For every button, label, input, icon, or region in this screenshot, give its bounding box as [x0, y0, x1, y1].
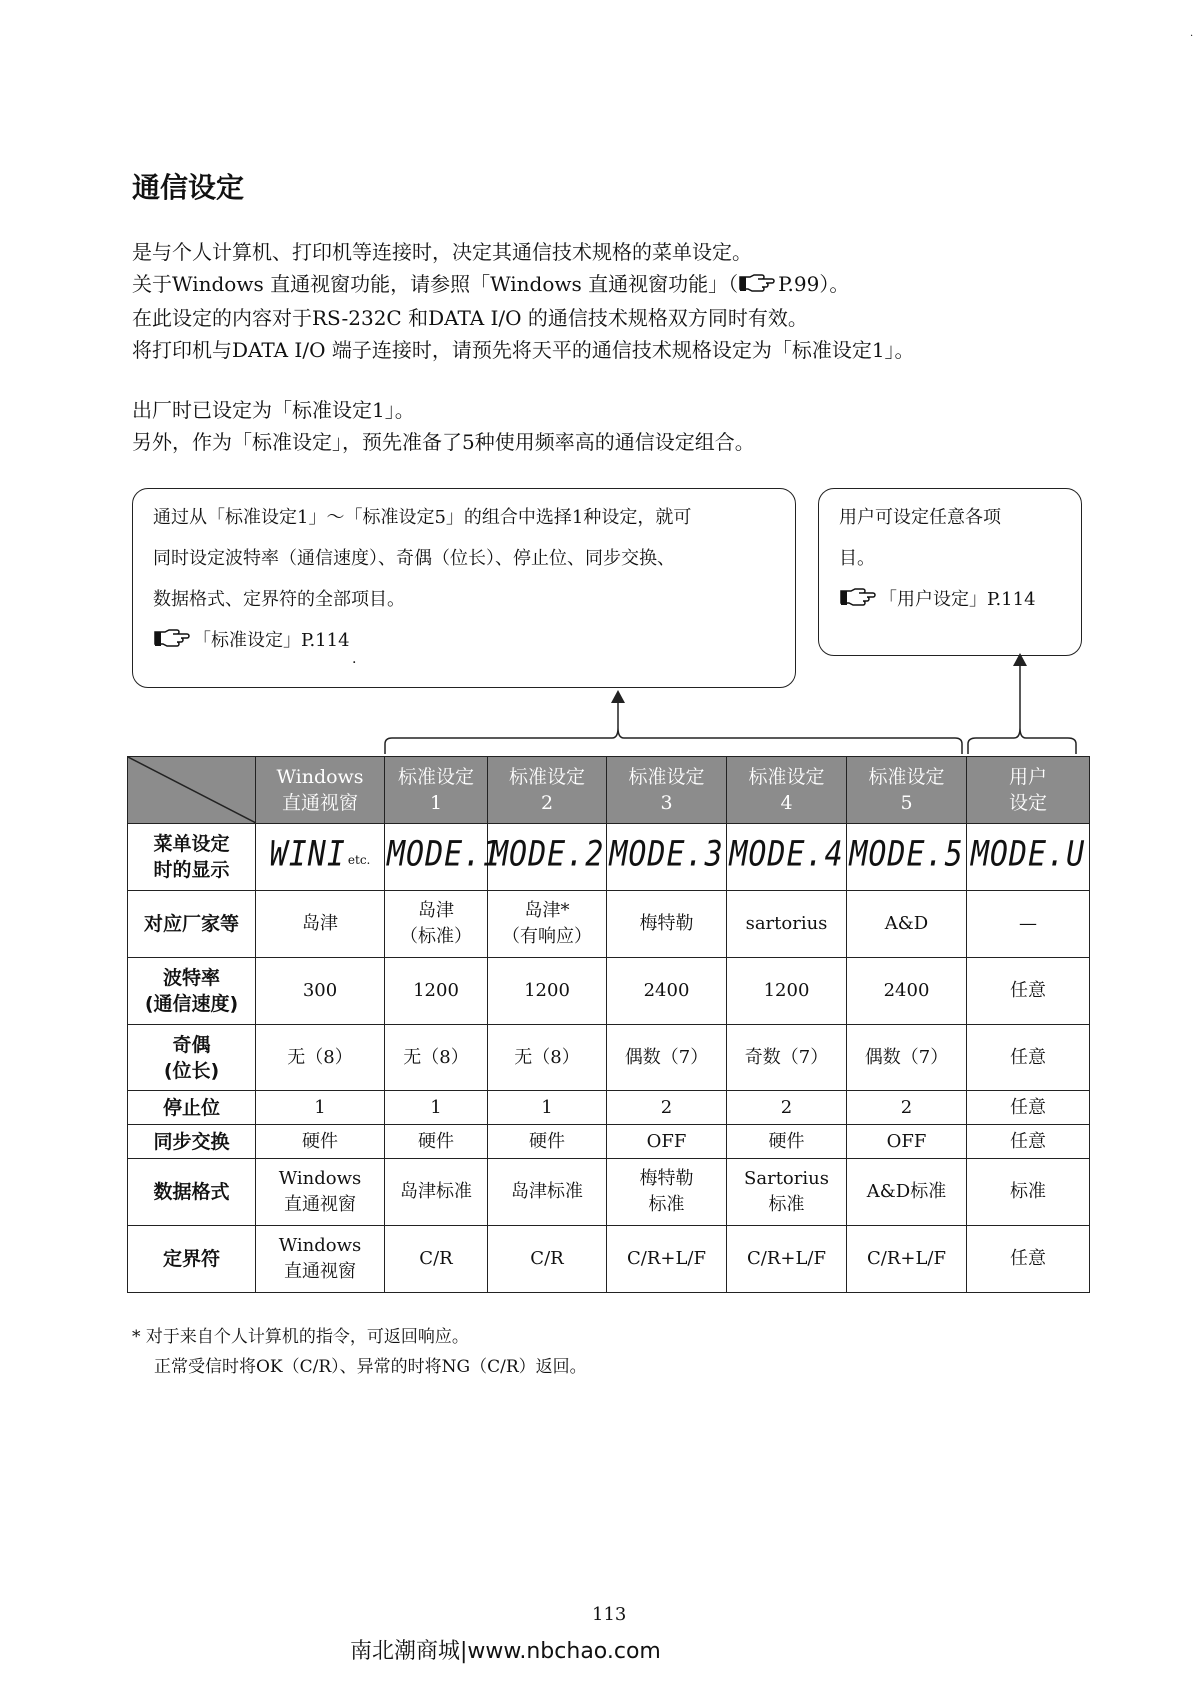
row-label-display: 菜单设定 时的显示 — [128, 824, 256, 891]
table-cell: 2 — [847, 1091, 967, 1125]
row-label-parity: 奇偶 (位长) — [128, 1025, 256, 1091]
intro-line-1: 是与个人计算机、打印机等连接时，决定其通信技术规格的菜单设定。 — [132, 240, 752, 264]
table-cell: 梅特勒 标准 — [607, 1159, 727, 1226]
table-row-parity — [128, 1025, 1090, 1091]
comm-settings-table — [127, 756, 1090, 1293]
col-header-standard-3: 标准设定 3 — [607, 757, 727, 824]
table-cell: 1200 — [727, 958, 847, 1025]
table-cell: OFF — [607, 1125, 727, 1159]
intro-line-5: 出厂时已设定为「标准设定1」。 — [132, 398, 415, 422]
table-cell: C/R+L/F — [847, 1226, 967, 1293]
table-cell: MODE.5 — [847, 824, 967, 891]
table-row-delimiter — [128, 1226, 1090, 1293]
table-cell: MODE.3 — [607, 824, 727, 891]
row-label-stopbit: 停止位 — [128, 1091, 256, 1125]
row-label-delimiter: 定界符 — [128, 1226, 256, 1293]
table-header-row — [128, 757, 1090, 824]
table-cell: 1 — [488, 1091, 607, 1125]
table-corner — [128, 757, 256, 824]
table-row-format — [128, 1159, 1090, 1226]
table-cell: 梅特勒 — [607, 891, 727, 958]
intro-line-2-ref: P.99）。 — [778, 272, 850, 296]
footnote-line-2: 正常受信时将OK（C/R）、异常的时将NG（C/R）返回。 — [154, 1357, 587, 1377]
table-cell: 硬件 — [256, 1125, 385, 1159]
col-header-standard-4: 标准设定 4 — [727, 757, 847, 824]
table-cell: C/R+L/F — [607, 1226, 727, 1293]
callout-left-ref-text: 「标准设定」P.114 — [193, 630, 350, 651]
table-cell: Windows 直通视窗 — [256, 1226, 385, 1293]
table-row-maker — [128, 891, 1090, 958]
table-cell: 岛津 — [256, 891, 385, 958]
table-cell: 岛津 （标准） — [385, 891, 488, 958]
intro-line-3: 在此设定的内容对于RS-232C 和DATA I/O 的通信技术规格双方同时有效。 — [132, 306, 808, 330]
col-header-user: 用户 设定 — [967, 757, 1090, 824]
intro-line-6: 另外，作为「标准设定」，预先准备了5种使用频率高的通信设定组合。 — [132, 430, 755, 454]
table-cell: C/R+L/F — [727, 1226, 847, 1293]
intro-line-4: 将打印机与DATA I/O 端子连接时，请预先将天平的通信技术规格设定为「标准设定1」。 — [132, 338, 915, 362]
table-cell: A&D标准 — [847, 1159, 967, 1226]
col-header-standard-2: 标准设定 2 — [488, 757, 607, 824]
table-cell: 2400 — [847, 958, 967, 1025]
table-cell: 岛津* （有响应） — [488, 891, 607, 958]
table-cell: MODE.1 — [385, 824, 488, 891]
table-cell: A&D — [847, 891, 967, 958]
table-cell: 任意 — [967, 1125, 1090, 1159]
table-cell: 1 — [256, 1091, 385, 1125]
table-cell: 标准 — [967, 1159, 1090, 1226]
row-label-handshake: 同步交换 — [128, 1125, 256, 1159]
row-label-maker: 对应厂家等 — [128, 891, 256, 958]
col-header-standard-5: 标准设定 5 — [847, 757, 967, 824]
table-cell: 硬件 — [385, 1125, 488, 1159]
table-cell: 偶数（7） — [607, 1025, 727, 1091]
table-cell: 1200 — [488, 958, 607, 1025]
table-cell: 偶数（7） — [847, 1025, 967, 1091]
table-cell: 岛津标准 — [385, 1159, 488, 1226]
col-header-standard-1: 标准设定 1 — [385, 757, 488, 824]
table-cell: sartorius — [727, 891, 847, 958]
table-cell: 岛津标准 — [488, 1159, 607, 1226]
arrow-up-icon — [1013, 653, 1027, 666]
callout-right-line-1: 用户可设定任意各项 — [839, 507, 1001, 528]
table-cell: 1200 — [385, 958, 488, 1025]
table-row-display — [128, 824, 1090, 891]
table-cell: 2 — [727, 1091, 847, 1125]
callout-left-line-3: 数据格式、定界符的全部项目。 — [153, 589, 405, 610]
corner-dot: . — [1190, 28, 1194, 39]
callout-right-line-2: 目。 — [839, 548, 875, 569]
table-cell: 任意 — [967, 958, 1090, 1025]
table-cell: C/R — [488, 1226, 607, 1293]
callout-left-line-1: 通过从「标准设定1」～「标准设定5」的组合中选择1种设定，就可 — [153, 507, 692, 528]
page-title: 通信设定 — [132, 171, 245, 204]
arrow-up-icon — [611, 690, 625, 703]
bracket-user — [968, 664, 1076, 754]
table-cell: 任意 — [967, 1226, 1090, 1293]
table-cell: 300 — [256, 958, 385, 1025]
table-row-stopbit — [128, 1091, 1090, 1125]
table-cell: MODE.2 — [488, 824, 607, 891]
table-cell: 无（8） — [488, 1025, 607, 1091]
table-cell: OFF — [847, 1125, 967, 1159]
footnote-line-1: * 对于来自个人计算机的指令，可返回响应。 — [132, 1327, 469, 1347]
bracket-connectors — [0, 0, 1200, 760]
callout-dot: . — [352, 651, 357, 667]
table-cell: MODE.U — [967, 824, 1090, 891]
table-cell: 任意 — [967, 1025, 1090, 1091]
table-cell: MODE.4 — [727, 824, 847, 891]
table-cell: 硬件 — [727, 1125, 847, 1159]
table-cell: 奇数（7） — [727, 1025, 847, 1091]
bracket-standard — [385, 702, 962, 754]
table-cell: WINI etc. — [256, 824, 385, 891]
table-row-baud — [128, 958, 1090, 1025]
watermark: 南北潮商城|www.nbchao.com — [350, 1639, 661, 1664]
footnote — [132, 1322, 587, 1382]
table-cell: 2400 — [607, 958, 727, 1025]
table-cell: 硬件 — [488, 1125, 607, 1159]
table-cell: Sartorius 标准 — [727, 1159, 847, 1226]
table-cell: C/R — [385, 1226, 488, 1293]
table-cell: 1 — [385, 1091, 488, 1125]
diagonal-line — [128, 757, 256, 823]
table-cell: Windows 直通视窗 — [256, 1159, 385, 1226]
table-cell: 无（8） — [256, 1025, 385, 1091]
table-cell: — — [967, 891, 1090, 958]
row-label-format: 数据格式 — [128, 1159, 256, 1226]
callout-right-ref-text: 「用户设定」P.114 — [879, 589, 1036, 610]
callout-left-line-2: 同时设定波特率（通信速度）、奇偶（位长）、停止位、同步交换、 — [153, 548, 675, 569]
table-cell: 无（8） — [385, 1025, 488, 1091]
table-row-handshake — [128, 1125, 1090, 1159]
intro-line-2-text: 关于Windows 直通视窗功能，请参照「Windows 直通视窗功能」（ — [132, 272, 739, 296]
table-cell: 2 — [607, 1091, 727, 1125]
row-label-baud: 波特率 (通信速度) — [128, 958, 256, 1025]
col-header-windows: Windows 直通视窗 — [256, 757, 385, 824]
table-cell: 任意 — [967, 1091, 1090, 1125]
page-number: 113 — [592, 1604, 627, 1625]
